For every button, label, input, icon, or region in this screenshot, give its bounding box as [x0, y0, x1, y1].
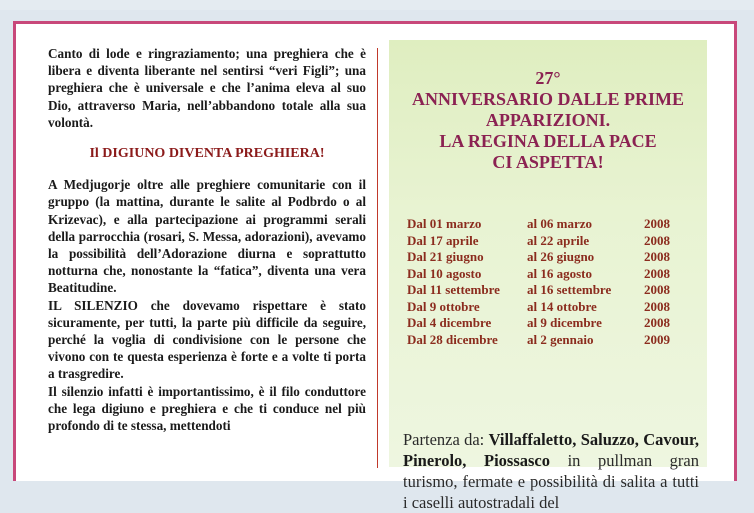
title-line: LA REGINA DELLA PACE — [439, 131, 657, 151]
date-year: 2008 — [644, 315, 670, 330]
date-to: al 16 agosto — [527, 265, 592, 281]
table-row — [407, 249, 670, 266]
date-from: Dal 9 ottobre — [407, 298, 480, 314]
date-from: Dal 17 aprile — [407, 232, 479, 248]
table-row — [407, 282, 670, 299]
title-line: CI ASPETTA! — [492, 152, 604, 172]
date-from: Dal 10 agosto — [407, 265, 482, 281]
date-from: Dal 4 dicembre — [407, 315, 492, 330]
date-year: 2008 — [644, 282, 670, 297]
date-to: al 16 settembre — [527, 282, 612, 297]
title-line: 27° — [535, 68, 561, 88]
date-to: al 06 marzo — [527, 216, 592, 231]
date-from: Dal 01 marzo — [407, 216, 482, 231]
paragraph-medjugorje: A Medjugorje oltre alle preghiere comunitarie con il gruppo (la mattina, durante le salite al Podbrdo o al Krizevac), e alla partecipazione ai programmi serali della parrocchia (rosari, S. Messa, adorazioni), avevamo la possibilità dell’Adorazione diurna e soprattutto notturna che, nonostante la “fatica”, diventa una vera Beatitudine. — [48, 177, 366, 296]
date-year: 2008 — [644, 232, 670, 248]
title-line: ANNIVERSARIO DALLE PRIME — [411, 89, 685, 109]
date-year: 2008 — [644, 216, 670, 231]
date-from: Dal 11 settembre — [407, 282, 500, 297]
title-line: APPARIZIONI. — [485, 110, 611, 130]
date-to: al 9 dicembre — [527, 315, 602, 330]
paragraph-silenzio-importante: Il silenzio infatti è importantissimo, è il filo conduttore che lega digiuno e preghiera e che ti conduce nel più profondo di te stessa, mettendoti — [48, 383, 366, 434]
announcement-title — [389, 68, 707, 173]
paragraph-silenzio: IL SILENZIO che dovevamo rispettare è stato sicuramente, per tutti, la parte più difficile da seguire, perché la voglia di condivisione con le persone che vivono con te questa esperienza è forte e a volte ti porta a trasgredire. — [48, 297, 366, 382]
date-year: 2009 — [644, 331, 670, 347]
table-row — [407, 332, 670, 349]
departure-paragraph — [403, 429, 699, 513]
date-to: al 26 giugno — [527, 249, 595, 264]
left-column — [48, 45, 366, 434]
date-to: al 22 aprile — [527, 232, 590, 248]
departure-places: Villaffaletto, Saluzzo, Cavour, Pinerolo, Piossasco — [403, 429, 699, 470]
announcement-box — [389, 40, 707, 512]
date-from: Dal 28 dicembre — [407, 331, 498, 347]
table-row — [407, 233, 670, 250]
intro-paragraph: Canto di lode e ringraziamento; una preghiera che è libera e diventa liberante nel sentirsi “veri Figli”; una preghiera che è universale e che l’anima eleva al suo Dio, attraverso Maria, nell’abbandono totale alla sua volontà. — [48, 46, 366, 130]
section-heading: Il DIGIUNO DIVENTA PREGHIERA! — [89, 146, 325, 162]
date-from: Dal 21 giugno — [407, 249, 484, 264]
date-year: 2008 — [644, 249, 670, 264]
dates-table — [407, 216, 670, 348]
table-row — [407, 216, 670, 233]
departure-prefix: Partenza da: — [403, 429, 489, 449]
column-divider — [377, 48, 378, 468]
table-row — [407, 299, 670, 316]
date-to: al 14 ottobre — [527, 298, 597, 314]
departure-details: in pullman gran turismo, fermate e possibilità di salita a tutti i caselli autostradali del — [403, 450, 699, 512]
date-year: 2008 — [644, 265, 670, 281]
table-row — [407, 315, 670, 332]
top-bar — [0, 0, 754, 10]
date-to: al 2 gennaio — [527, 331, 594, 347]
date-year: 2008 — [644, 298, 670, 314]
table-row — [407, 266, 670, 283]
